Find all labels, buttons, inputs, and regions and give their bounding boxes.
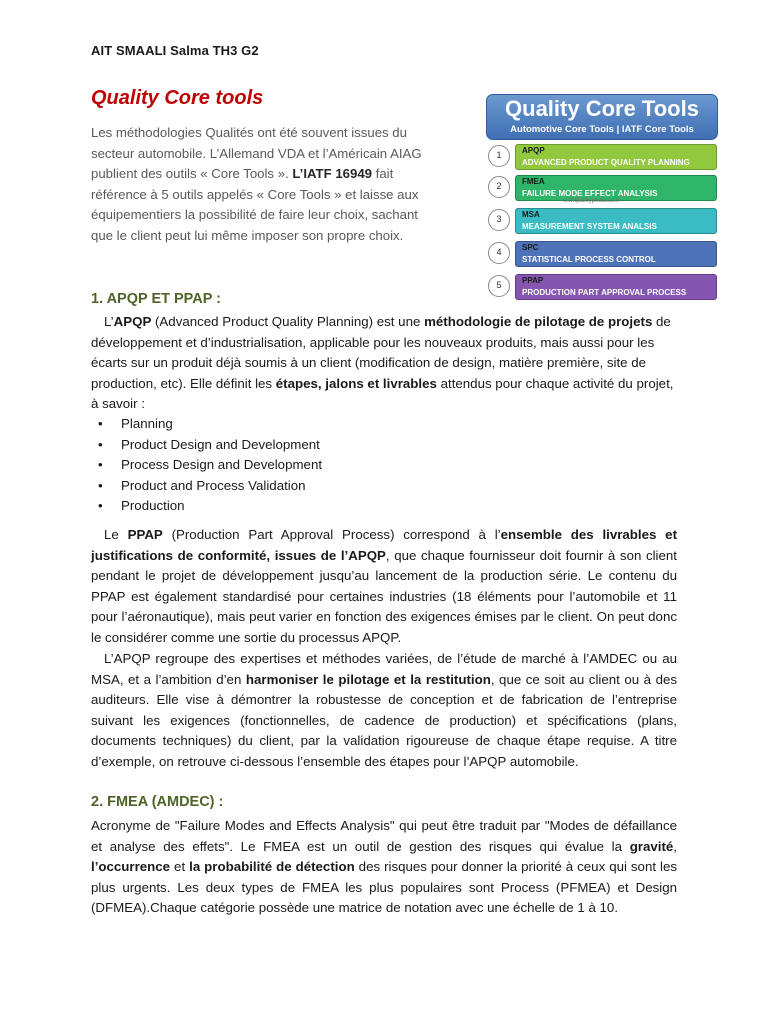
list-item	[91, 414, 491, 435]
core-tool-code: APQP	[522, 146, 545, 155]
apqp-scope-paragraph: L’APQP regroupe des expertises et méthodes variées, de l’étude de marché à l’AMDEC ou au MSA, et a l’ambition d’en harmoniser le pilotage et la restitution, que ce soit au client ou à des auditeurs. Elle vise à démontrer la robustesse de conception et de fabrication de l’entreprise suivant les exigences (fonctionnelles, de cadence de production) et spécifications (plans, documents techniques) du client, par la validation rigoureuse de chaque étape requise. A titre d’exemple, on retrouve ci-dessous l’ensemble des étapes pour l’APQP automobile.	[91, 651, 678, 769]
core-tool-bar	[515, 144, 717, 170]
list-item	[91, 496, 491, 517]
fmea-paragraph: Acronyme de "Failure Modes and Effects Analysis" qui peut être traduit par "Modes de défaillance et analyse des effets". Le FMEA est un outil de gestion des risques qui évalue la gravité, l’occurrence et la probabilité de détection des risques pour donner la priorité à ceux qui sont les plus urgents. Les deux types de FMEA les plus populaires sont Process (PFMEA) et Design (DFMEA).Chaque catégorie possède une matrice de notation avec une échelle de 1 à 10.	[91, 818, 677, 916]
bullet-symbol: •	[98, 436, 103, 452]
core-tool-code: MSA	[522, 210, 540, 219]
list-item-text: Process Design and Development	[121, 457, 323, 473]
list-item	[91, 455, 491, 476]
core-tool-number: 2	[488, 176, 510, 198]
core-tool-code: FMEA	[522, 177, 545, 186]
core-tool-name: STATISTICAL PROCESS CONTROL	[522, 255, 656, 264]
section-heading-apqp-ppap: 1. APQP ET PPAP :	[91, 291, 222, 307]
section-heading-fmea: 2. FMEA (AMDEC) :	[91, 794, 224, 810]
core-tools-watermark: techqualitypedia.com	[563, 198, 620, 204]
core-tools-title: Quality Core Tools	[505, 96, 699, 121]
bullet-symbol: •	[98, 498, 103, 514]
bullet-symbol: •	[98, 416, 103, 431]
core-tool-bar	[515, 241, 717, 267]
core-tool-bar	[515, 274, 717, 300]
ppap-paragraph: Le PPAP (Production Part Approval Process) correspond à l’ensemble des livrables et justifications de conformité, issues de l’APQP, que chaque fournisseur doit fournir à son client pendant le projet de développement jusqu’au lancement de la production série. Le contenu du PPAP est également standardisé pour certaines industries (18 éléments pour l’automobile et 11 pour l’aéronautique), mais peut varier en fonction des exigences émises par le client. On peut donc le considérer comme une sortie du processus APQP.	[91, 527, 678, 645]
core-tool-code: SPC	[522, 243, 539, 252]
apqp-phase-list	[91, 414, 491, 517]
core-tool-number: 4	[488, 242, 510, 264]
core-tools-header	[486, 94, 718, 140]
core-tool-row	[486, 274, 718, 300]
intro-paragraph: Les méthodologies Qualités ont été souvent issues du secteur automobile. L’Allemand VDA et l’Américain AIAG publient des outils « Core Tools ». L’IATF 16949 fait référence à 5 outils appelés « Core Tools » et laisse aux équipementiers la possibilité de faire leur choix, sachant que le client peut lui même imposer son propre choix.	[91, 125, 422, 243]
quality-core-tools-figure	[486, 94, 718, 302]
core-tool-number: 3	[488, 209, 510, 231]
core-tool-name: FAILURE MODE EFFECT ANALYSIS	[522, 189, 658, 198]
bullet-symbol: •	[98, 477, 103, 493]
core-tool-bar	[515, 208, 717, 234]
core-tool-name: MEASUREMENT SYSTEM ANALSIS	[522, 222, 657, 231]
core-tool-row	[486, 144, 718, 170]
core-tools-subtitle: Automotive Core Tools | IATF Core Tools	[510, 124, 694, 135]
bullet-symbol: •	[98, 457, 103, 473]
list-item-text: Product Design and Development	[121, 436, 320, 452]
list-item	[91, 476, 491, 497]
core-tool-number: 5	[488, 275, 510, 297]
list-item-text: Product and Process Validation	[121, 477, 306, 493]
apqp-paragraph: L’APQP (Advanced Product Quality Planning) est une méthodologie de pilotage de projets de développement et d’industrialisation, applicable pour les nouveaux produits, mais aussi pour les écarts sur un produit déjà soumis à un client (modification de design, matière première, site de production, etc). Elle définit les étapes, jalons et livrables attendus pour chaque activité du projet, à savoir :	[91, 314, 674, 412]
core-tool-code: PPAP	[522, 276, 544, 285]
document-author: AIT SMAALI Salma TH3 G2	[91, 43, 259, 58]
core-tool-row	[486, 208, 718, 234]
list-item-text: Planning	[121, 416, 173, 431]
core-tool-row	[486, 241, 718, 267]
list-item-text: Production	[121, 498, 185, 514]
list-item	[91, 435, 491, 456]
core-tool-name: PRODUCTION PART APPROVAL PROCESS	[522, 288, 687, 297]
core-tool-name: ADVANCED PRODUCT QUALITY PLANNING	[522, 158, 690, 167]
page-title: Quality Core tools	[91, 87, 264, 109]
core-tool-number: 1	[488, 145, 510, 167]
